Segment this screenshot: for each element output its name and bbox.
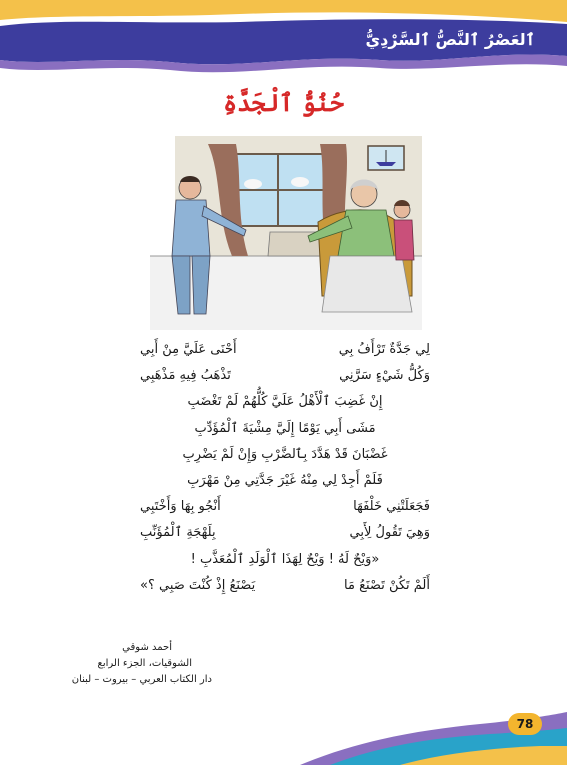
verse-line: فَلَمْ أَجِدْ لِي مِنْهُ غَيْرَ جَدَّتِي مِنْ مَهْرَبِ [187,472,383,488]
poem-verse [140,468,430,494]
source-attribution [72,640,212,688]
verse-line: «وَيْحٌ لَهُ ! وَيْحٌ لِهَذَا ٱلْوَلَدِ ٱلْمُعَذَّبِ ! [190,551,380,567]
poem-verse [140,494,430,520]
verse-line: إِنْ غَضِبَ ٱلْأَهْلُ عَلَيَّ كُلُّهُمْ لَمْ تَغْضَبِ [187,394,383,410]
verse-first-hemistich: أَلَمْ تَكُنْ تَصْنَعُ مَا [344,577,430,593]
page-number: 78 [508,713,542,735]
verse-first-hemistich: فَجَعَلَتْنِي خَلْفَهَا [353,499,430,515]
verse-second-hemistich: بِلَهْجَةِ ٱلْمُؤَنِّبِ [140,525,216,541]
poem-verse [140,416,430,442]
poem-verse [140,389,430,415]
verse-line: غَضْبَانَ قَدْ هَدَّدَ بِٱلضَّرْبِ وَإِنْ لَمْ يَضْرِبِ [182,446,388,462]
poem-body [140,337,430,599]
poem-verse [140,337,430,363]
verse-second-hemistich: أَنْجُو بِهَا وَأَخْتَبِي [140,499,221,515]
poem-title: حُنُوُّ ٱلْجَدَّةِ [223,88,344,117]
footer-banner [0,700,567,765]
poem-author: أحمد شوقي [122,642,172,653]
source-book: الشوقيات، الجزء الرابع [97,658,192,669]
verse-line: مَشَى أَبِي يَوْمًا إِلَيَّ مِشْيَةَ ٱلْمُؤَدِّبِ [194,420,376,436]
verse-first-hemistich: لِي جَدَّةٌ تَرْأَفُ بِي [338,342,430,357]
verse-second-hemistich: يَصْنَعُ إِذْ كُنْتَ صَبِي ؟» [140,577,256,593]
poem-verse [140,573,430,599]
verse-second-hemistich: تَذْهَبُ فِيهِ مَذْهَبِي [140,368,231,384]
verse-first-hemistich: وَكُلُّ شَيْءٍ سَرَّنِي [339,368,430,384]
poem-verse [140,547,430,573]
section-title: ٱلعَصْرُ ٱلنَّصُّ ٱلسَّرْدِيُّ [365,30,535,49]
verse-first-hemistich: وَهِيَ تَقُولُ لِأَبِي [349,525,430,541]
poem-verse [140,520,430,546]
poem-verse [140,442,430,468]
grandmother-illustration [150,136,422,330]
poem-verse [140,363,430,389]
source-publisher: دار الكتاب العربي – بيروت – لبنان [71,674,212,685]
verse-second-hemistich: أَحْنَى عَلَيَّ مِنْ أَبِي [140,342,237,357]
